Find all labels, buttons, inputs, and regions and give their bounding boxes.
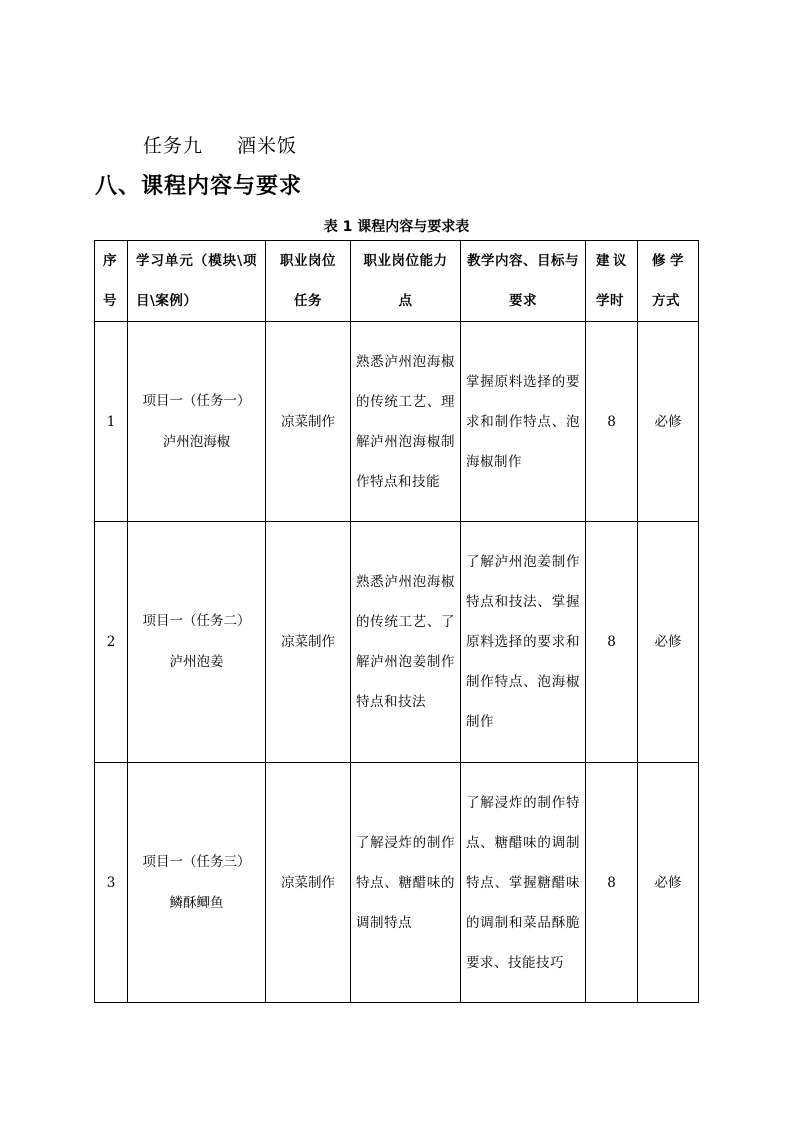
table-header-row: [95, 241, 699, 322]
cell-seq: 3: [95, 763, 128, 1003]
cell-mode: 必修: [638, 763, 699, 1003]
task-label: 任务九: [143, 135, 204, 157]
cell-hours: 8: [586, 763, 638, 1003]
cell-seq: 2: [95, 522, 128, 763]
cell-hours: 8: [586, 522, 638, 763]
cell-ability: 了解浸炸的制作特点、糖醋味的调制特点: [351, 763, 461, 1003]
table-row: [95, 322, 699, 522]
unit-line2: 泸州泡姜: [169, 654, 224, 670]
header-content: 教学内容、目标与要求: [461, 241, 586, 322]
table-caption: 表 1 课程内容与要求表: [323, 219, 470, 235]
task-name: 酒米饭: [237, 135, 298, 157]
header-job: 职业岗位任务: [266, 241, 351, 322]
unit-line2: 鳞酥鲫鱼: [169, 894, 224, 911]
cell-ability: 熟悉泸州泡海椒的传统工艺、了解泸州泡姜制作特点和技法: [351, 522, 461, 763]
unit-line1: 项目一（任务一）: [142, 392, 251, 409]
table-row: [95, 763, 699, 1003]
cell-content: 了解浸炸的制作特点、糖醋味的调制特点、掌握糖醋味的调制和菜品酥脆要求、技能技巧: [461, 763, 586, 1003]
cell-job: 凉菜制作: [266, 763, 351, 1003]
header-seq: 序号: [95, 241, 128, 322]
section-heading: 八、课程内容与要求: [95, 174, 303, 199]
cell-unit: [128, 322, 266, 522]
header-hours: 建议学时: [586, 241, 638, 322]
unit-line1: 项目一（任务二）: [142, 613, 251, 629]
cell-hours: 8: [586, 322, 638, 522]
header-mode: 修学方式: [638, 241, 699, 322]
unit-line1: 项目一（任务三）: [142, 853, 251, 870]
cell-unit: [128, 522, 266, 763]
cell-seq: 1: [95, 322, 128, 522]
table-row: [95, 522, 699, 763]
cell-job: 凉菜制作: [266, 322, 351, 522]
cell-mode: 必修: [638, 522, 699, 763]
cell-ability: 熟悉泸州泡海椒的传统工艺、理解泸州泡海椒制作特点和技能: [351, 322, 461, 522]
header-ability: 职业岗位能力点: [351, 241, 461, 322]
header-unit: 学习单元（模块\项目\案例）: [128, 241, 266, 322]
cell-content: 掌握原料选择的要求和制作特点、泡海椒制作: [461, 322, 586, 522]
course-content-table: [94, 240, 699, 1003]
cell-mode: 必修: [638, 322, 699, 522]
task-line: [143, 131, 297, 158]
cell-job: 凉菜制作: [266, 522, 351, 763]
cell-content: 了解泸州泡姜制作特点和技法、掌握原料选择的要求和制作特点、泡海椒制作: [461, 522, 586, 763]
cell-unit: [128, 763, 266, 1003]
unit-line2: 泸州泡海椒: [162, 433, 231, 450]
